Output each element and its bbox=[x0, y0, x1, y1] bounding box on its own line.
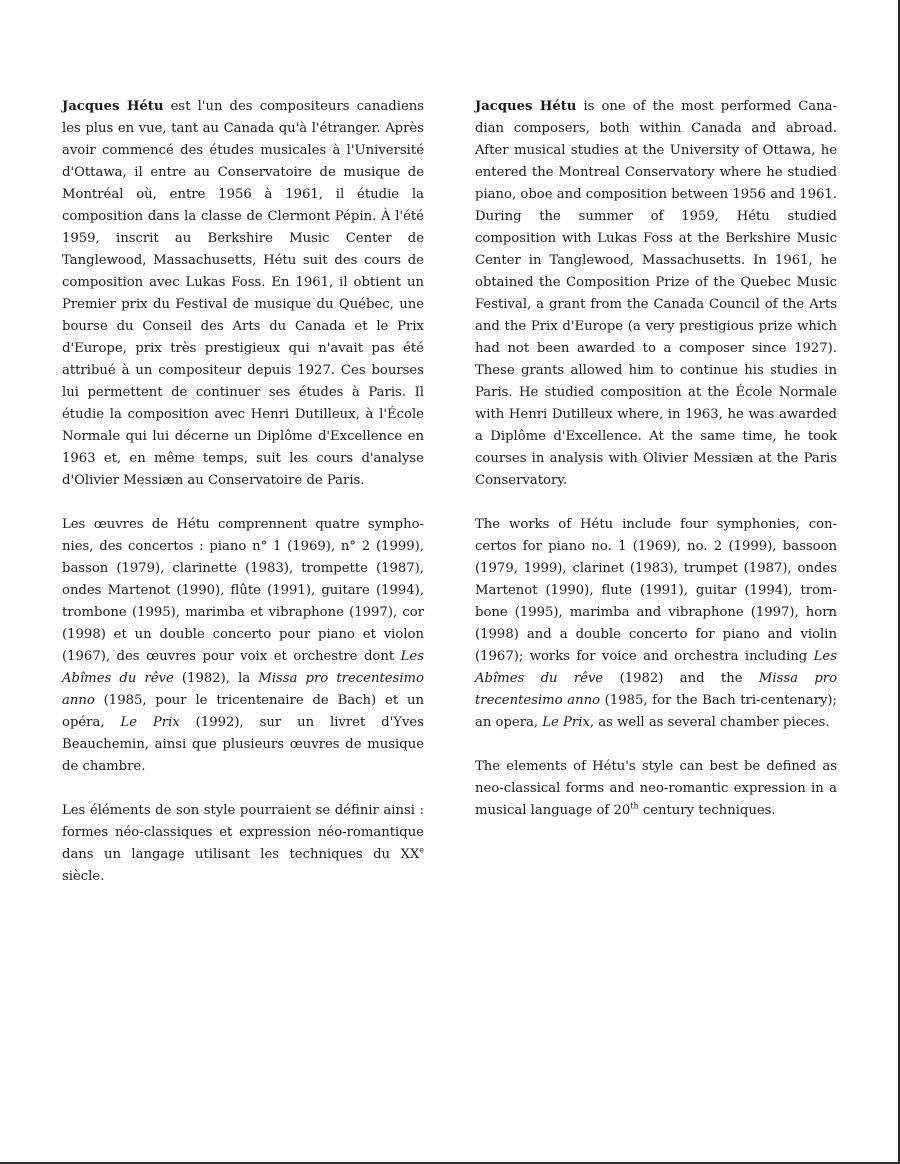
french-paragraph-works bbox=[62, 514, 424, 778]
french-works-text: (1992), sur un livret d'Yves Beauchemin, ainsi que plusieurs œuvres de musique de chambre. bbox=[62, 715, 424, 774]
ordinal-superscript: e bbox=[419, 845, 424, 855]
english-works-text: , as well as several chamber pieces. bbox=[589, 715, 830, 730]
english-column bbox=[475, 96, 837, 844]
composer-name: Jacques Hétu bbox=[475, 99, 577, 114]
english-style-text: century techniques. bbox=[638, 803, 776, 818]
french-column bbox=[62, 96, 424, 910]
work-title: Le Prix bbox=[120, 715, 180, 730]
french-intro-text: est l'un des compositeurs canadiens les plus en vue, tant au Canada qu'à l'étranger. Après avoir commencé des études musicales à l'Université d'Ottawa, il entre au Conservatoire de musique de Montréal où, entre 1956 à 1961, il étudie la composition dans la classe de Clermont Pépin. À l'été 1959, inscrit au Berkshire Music Center de Tanglewood, Massachusetts, Hétu suit des cours de composition avec Lukas Foss. En 1961, il obtient un Premier prix du Festival de musique du Québec, une bourse du Conseil des Arts du Canada et le Prix d'Europe, prix très prestigieux qui n'avait pas été attribué à un compositeur depuis 1927. Ces bourses lui permettent de continuer ses études à Paris. Il étudie la composition avec Henri Dutilleux, à l'École Normale qui lui décerne un Diplôme d'Excellence en 1963 et, en même temps, suit les cours d'analyse d'Olivier Messiæn au Conservatoire de Paris. bbox=[62, 99, 425, 488]
work-title: Missa pro trecentesimo anno bbox=[62, 671, 424, 708]
english-style-text: The elements of Hétu's style can best be defined as neo-classical forms and neo-romantic expression in a musical language of 20 bbox=[475, 759, 837, 818]
work-title: Le Prix bbox=[542, 715, 590, 730]
work-title: Les Abîmes du rêve bbox=[62, 649, 424, 686]
french-paragraph-intro bbox=[62, 96, 424, 492]
french-works-text: (1982), la bbox=[173, 671, 259, 686]
french-style-text: siècle. bbox=[62, 869, 105, 884]
work-title: Les Abîmes du rêve bbox=[475, 649, 837, 686]
french-works-text: (1985, pour le tricentenaire de Bach) et un opéra, bbox=[62, 693, 424, 730]
english-works-text: The works of Hétu include four symphonies, concertos for piano no. 1 (1969), no. 2 (1999), bassoon (1979, 1999), clarinet (1983), trumpet (1987), ondes Martenot (1990), flute (1991), guitar (1994), trombone (1995), marimba and vibraphone (1997), horn (1998) and a double concerto for piano and violin (1967); works for voice and orchestra including bbox=[475, 517, 837, 664]
english-paragraph-works bbox=[475, 514, 837, 734]
english-paragraph-style bbox=[475, 756, 837, 822]
english-works-text: (1985, for the Bach tri-centenary); an opera, bbox=[475, 693, 837, 730]
composer-name: Jacques Hétu bbox=[62, 99, 164, 114]
english-intro-text: is one of the most performed Canadian composers, both within Canada and abroad. After musical studies at the University of Ottawa, he entered the Montreal Conservatory where he studied piano, oboe and composition between 1956 and 1961. During the summer of 1959, Hétu studied composition with Lukas Foss at the Berkshire Music Center in Tanglewood, Massachusetts. In 1961, he obtained the Composition Prize of the Quebec Music Festival, a grant from the Canada Council of the Arts and the Prix d'Europe (a very prestigious prize which had not been awarded to a composer since 1927). These grants allowed him to continue his studies in Paris. He studied composition at the École Normale with Henri Dutilleux where, in 1963, he was awarded a Diplôme d'Excellence. At the same time, he took courses in analysis with Olivier Messiæn at the Paris Conservatory. bbox=[475, 99, 837, 488]
french-works-text: Les œuvres de Hétu comprennent quatre symphonies, des concertos : piano n° 1 (1969), n° 2 (1999), basson (1979), clarinette (1983), trompette (1987), ondes Martenot (1990), flûte (1991), guitare (1994), trombone (1995), marimba et vibraphone (1997), cor (1998) et un double concerto pour piano et violon (1967), des œuvres pour voix et orchestre dont bbox=[62, 517, 424, 664]
french-paragraph-style bbox=[62, 800, 424, 888]
french-style-text: Les éléments de son style pourraient se définir ainsi : formes néo-classiques et expression néo-romantique dans un langage utilisant les techniques du XX bbox=[62, 803, 424, 862]
work-title: Missa pro trecentesimo anno bbox=[475, 671, 838, 708]
ordinal-superscript: th bbox=[630, 801, 639, 811]
english-works-text: (1982) and the bbox=[603, 671, 759, 686]
english-paragraph-intro bbox=[475, 96, 837, 492]
